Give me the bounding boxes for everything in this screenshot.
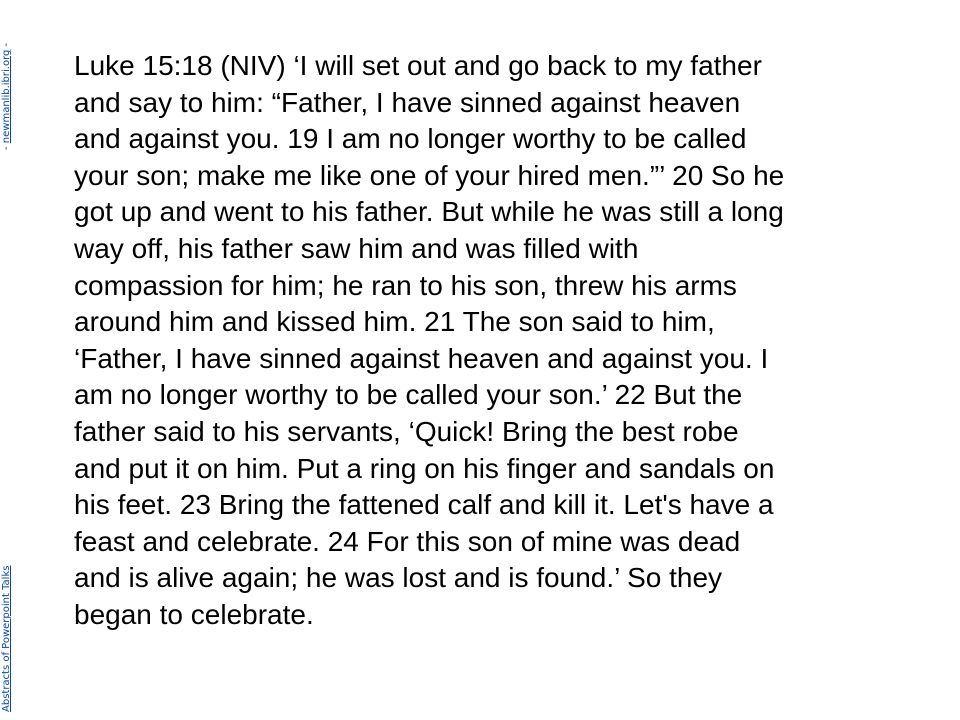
side-links — [0, 0, 20, 720]
passage-line: and is alive again; he was lost and is found.’ So they — [74, 562, 723, 594]
scripture-passage — [74, 48, 894, 634]
abstracts-link-container — [1, 566, 13, 712]
site-link-suffix: - — [1, 42, 12, 50]
site-link[interactable]: newmanlib.ibri.org — [1, 49, 12, 144]
passage-line: and against you. 19 I am no longer worthy to be called — [74, 123, 747, 155]
passage-line: began to celebrate. — [74, 598, 314, 630]
passage-line: compassion for him; he ran to his son, threw his arms — [74, 269, 737, 301]
passage-line: and say to him: “Father, I have sinned against heaven — [74, 86, 741, 118]
passage-line: feast and celebrate. 24 For this son of mine was dead — [74, 525, 741, 557]
abstracts-link[interactable]: Abstracts of Powerpoint Talks — [1, 565, 12, 712]
passage-line: around him and kissed him. 21 The son said to him, — [74, 306, 715, 338]
passage-line: Luke 15:18 (NIV) ‘I will set out and go back to my father — [74, 50, 762, 81]
passage-line: your son; make me like one of your hired men.”’ 20 So he — [74, 159, 785, 191]
passage-line: his feet. 23 Bring the fattened calf and kill it. Let's have a — [74, 489, 774, 521]
site-link-prefix: - — [1, 143, 12, 150]
passage-line: way off, his father saw him and was filled with — [74, 232, 639, 264]
passage-line: and put it on him. Put a ring on his finger and sandals on — [74, 452, 775, 484]
passage-line: am no longer worthy to be called your son.’ 22 But the — [74, 379, 743, 411]
passage-line: ‘Father, I have sinned against heaven and against you. I — [74, 342, 769, 374]
passage-line: father said to his servants, ‘Quick! Bring the best robe — [74, 415, 739, 447]
passage-line: got up and went to his father. But while he was still a long — [74, 196, 784, 228]
site-link-container — [1, 43, 13, 150]
